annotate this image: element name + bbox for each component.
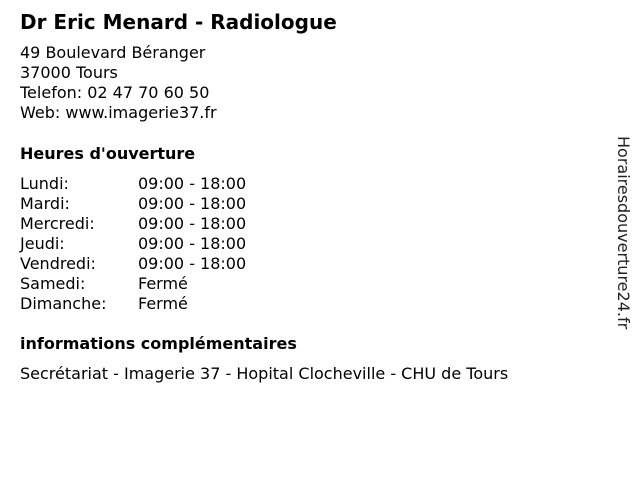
phone-number: Telefon: 02 47 70 60 50 (20, 83, 210, 102)
day-label: Vendredi: (20, 254, 96, 273)
day-label: Mercredi: (20, 214, 95, 233)
day-hours: Fermé (138, 274, 188, 293)
day-label: Samedi: (20, 274, 86, 293)
additional-info-heading: informations complémentaires (20, 334, 297, 353)
day-label: Dimanche: (20, 294, 107, 313)
day-hours: 09:00 - 18:00 (138, 234, 247, 253)
watermark (613, 136, 633, 344)
day-hours: 09:00 - 18:00 (138, 174, 247, 193)
day-label: Jeudi: (20, 234, 65, 253)
opening-hours-heading: Heures d'ouverture (20, 144, 196, 163)
day-hours: 09:00 - 18:00 (138, 254, 247, 273)
street-address: 49 Boulevard Béranger (20, 43, 206, 62)
city: 37000 Tours (20, 63, 118, 82)
page-title: Dr Eric Menard - Radiologue (20, 10, 337, 34)
additional-info-text: Secrétariat - Imagerie 37 - Hopital Clocheville - CHU de Tours (20, 364, 509, 383)
day-hours: 09:00 - 18:00 (138, 214, 247, 233)
day-hours: Fermé (138, 294, 188, 313)
day-label: Lundi: (20, 174, 69, 193)
website: Web: www.imagerie37.fr (20, 103, 217, 122)
day-hours: 09:00 - 18:00 (138, 194, 247, 213)
watermark-text: Horairesdouverture24.fr (614, 136, 633, 330)
day-label: Mardi: (20, 194, 70, 213)
address-block (20, 43, 217, 123)
